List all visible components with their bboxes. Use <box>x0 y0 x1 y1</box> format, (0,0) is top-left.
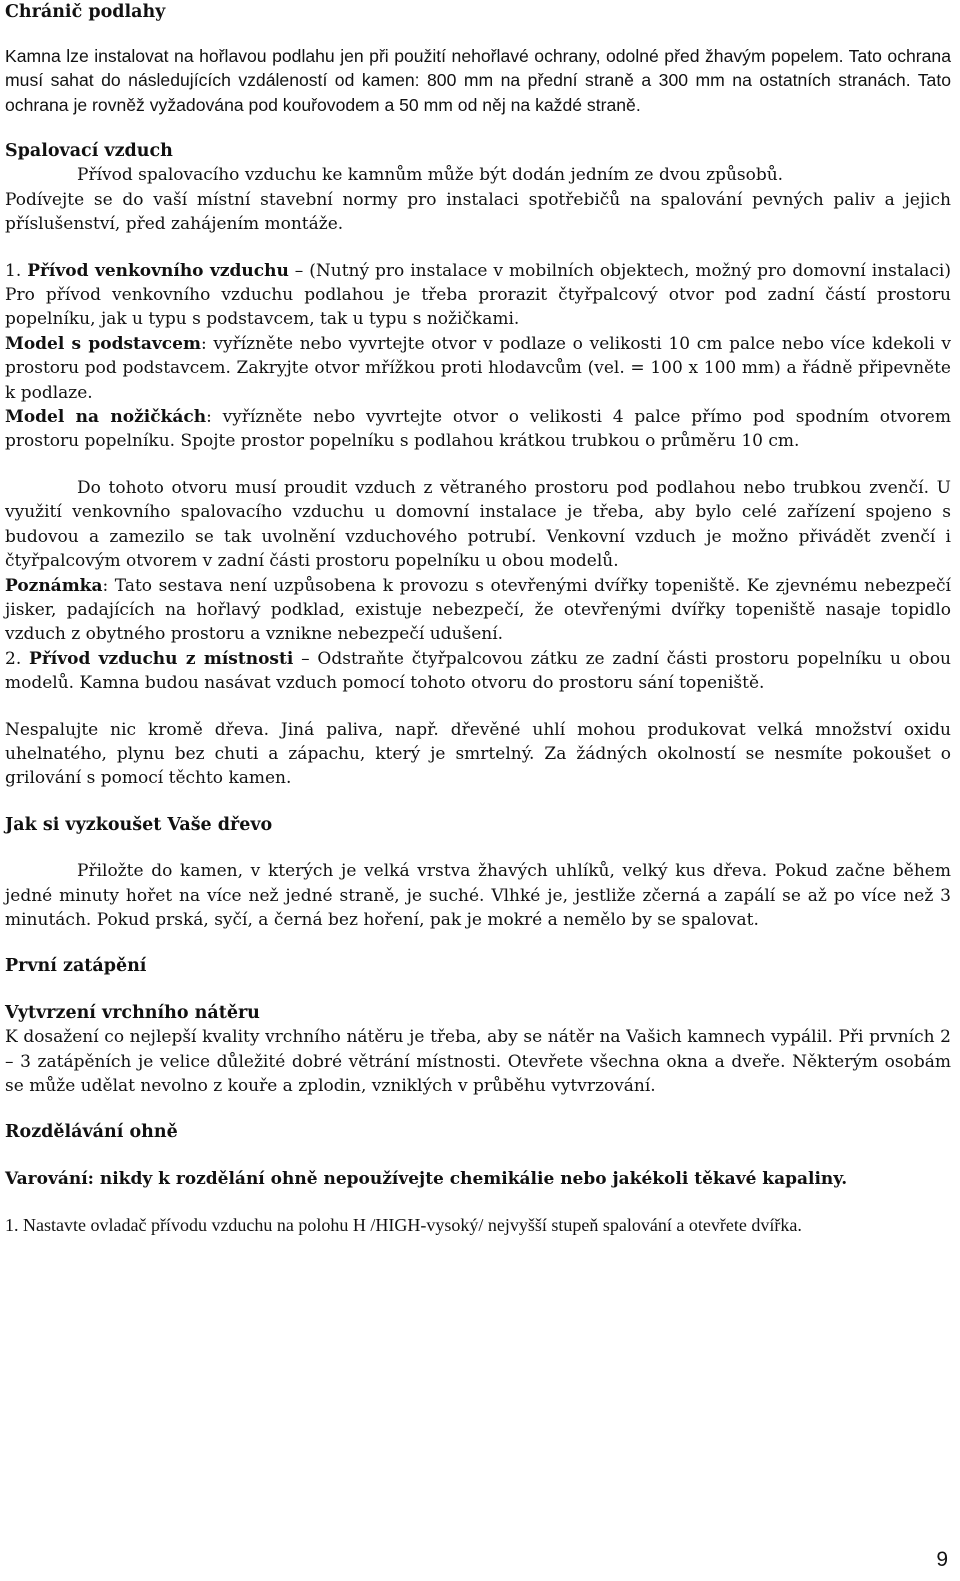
outdoor-air-text: – (Nutný pro instalace v mobilních objektech, možný pro domovní instalaci) Pro přívod venkovního vzduchu podlahou je třeba prorazit čtyřpalcový otvor pod zadní částí prostoru popelníku, jak u typu s podstavcem, tak u typu s nožičkami. <box>5 260 951 330</box>
heading-first-firing: První zatápění <box>5 956 147 977</box>
page-number: 9 <box>936 1548 948 1571</box>
heading-floor-protection: Chránič podlahy <box>5 2 166 23</box>
heading-wood-test: Jak si vyzkoušet Vaše dřevo <box>5 814 273 835</box>
paragraph-burn-only-wood: Nespalujte nic kromě dřeva. Jiná paliva, např. dřevěné uhlí mohou produkovat velká množství oxidu uhelnatého, plynu bez chuti a zápachu, který je smrtelný. Za žádných okolností se nesmíte pokoušet o grilování s pomocí těchto kamen. <box>5 719 951 789</box>
paragraph-room-air <box>5 647 951 696</box>
outdoor-air-number: 1. <box>5 260 22 281</box>
paragraph-building-code: Podívejte se do vaší místní stavební normy pro instalaci spotřebičů na spalování pevných paliv a jejich příslušenství, před zahájením montáže. <box>5 189 951 235</box>
pedestal-model-text: : vyřízněte nebo vyvrtejte otvor v podlaze o velikosti 10 cm palce nebo více kdekoli v prostoru pod podstavcem. Zakryjte otvor mřížkou proti hlodavcům (vel. = 100 x 100 mm) a řádně připevněte k podlaze. <box>5 333 951 403</box>
outdoor-air-title: Přívod venkovního vzduchu <box>27 260 289 281</box>
paragraph-outdoor-air <box>5 259 951 332</box>
paragraph-wood-test: Přiložte do kamen, v kterých je velká vrstva žhavých uhlíků, velký kus dřeva. Pokud začne během jedné minuty hořet na více než jedné straně, je suché. Vlhké je, jestliže zčerná a zapálí se až po více než 3 minutách. Pokud prská, syčí, a černá bez hoření, pak je mokré a nemělo by se spalovat. <box>5 861 951 930</box>
paragraph-floor-protection: Kamna lze instalovat na hořlavou podlahu jen při použití nehořlavé ochrany, odolné před žhavým popelem. Tato ochrana musí sahat do následujících vzdáleností od kamen: 800 mm na přední straně a 300 mm na ostatních stranách. Tato ochrana je rovněž vyžadována pod kouřovodem a 50 mm od něj na každé straně. <box>5 45 951 115</box>
room-air-title: Přívod vzduchu z místnosti <box>29 648 294 669</box>
heading-combustion-air: Spalovací vzduch <box>5 141 173 162</box>
paragraph-step-1: 1. Nastavte ovladač přívodu vzduchu na polohu H /HIGH-vysoký/ nejvyšší stupeň spalování a otevřete dvířka. <box>5 1215 802 1236</box>
document-page <box>5 0 951 1238</box>
legs-model-label: Model na nožičkách <box>5 407 207 428</box>
heading-fire-lighting: Rozdělávání ohně <box>5 1122 178 1143</box>
note-text: : Tato sestava není uzpůsobena k provozu s otevřenými dvířky topeniště. Ke zjevnému nebezpečí jisker, padajících na hořlavý podklad, existuje nebezpečí, že otevřenými dvířky topeniště nasaje topidlo vzduch z obytného prostoru a vznikne nebezpečí udušení. <box>5 575 951 645</box>
legs-model-text: : vyřízněte nebo vyvrtejte otvor o velikosti 4 palce přímo pod spodním otvorem prostoru popelníku. Spojte prostor popelníku s podlahou krátkou trubkou o průměru 10 cm. <box>5 407 951 452</box>
paragraph-curing: K dosažení co nejlepší kvality vrchního nátěru je třeba, aby se nátěr na Vašich kamnech vypálil. Při prvních 2 – 3 zatápěních je velice důležité dobré větrání místnosti. Otevřete všechna okna a dveře. Některým osobám se může udělat nevolno z kouře a zplodin, vzniklých v průběhu vytvrzování. <box>5 1027 951 1097</box>
warning-text: Varování: nikdy k rozdělání ohně nepoužívejte chemikálie nebo jakékoli těkavé kapaliny. <box>5 1168 848 1189</box>
room-air-number: 2. <box>5 648 30 669</box>
room-air-text: – Odstraňte čtyřpalcovou zátku ze zadní části prostoru popelníku u obou modelů. Kamna budou nasávat vzduch pomocí tohoto otvoru do prostoru sání topeniště. <box>5 648 952 694</box>
paragraph-legs-model <box>5 405 951 454</box>
paragraph-combustion-air-intro: Přívod spalovacího vzduchu ke kamnům může být dodán jedním ze dvou způsobů. <box>77 165 784 186</box>
note-label: Poznámka <box>5 575 103 596</box>
pedestal-model-label: Model s podstavcem <box>5 333 201 354</box>
paragraph-note <box>5 574 951 647</box>
paragraph-pedestal-model <box>5 332 951 405</box>
heading-curing: Vytvrzení vrchního nátěru <box>5 1002 260 1023</box>
paragraph-ventilated-space: Do tohoto otvoru musí proudit vzduch z větraného prostoru pod podlahou nebo trubkou zvenčí. U využití venkovního spalovacího vzduchu u domovní instalace je třeba, aby bylo celé zařízení spojeno s budovou a zamezilo se tak uvolnění vzduchového potrubí. Venkovní vzduch je možno přivádět zvenčí i čtyřpalcovým otvorem v zadní části prostoru popelníku u obou modelů. <box>5 477 951 572</box>
paragraph-warning <box>5 1167 951 1191</box>
